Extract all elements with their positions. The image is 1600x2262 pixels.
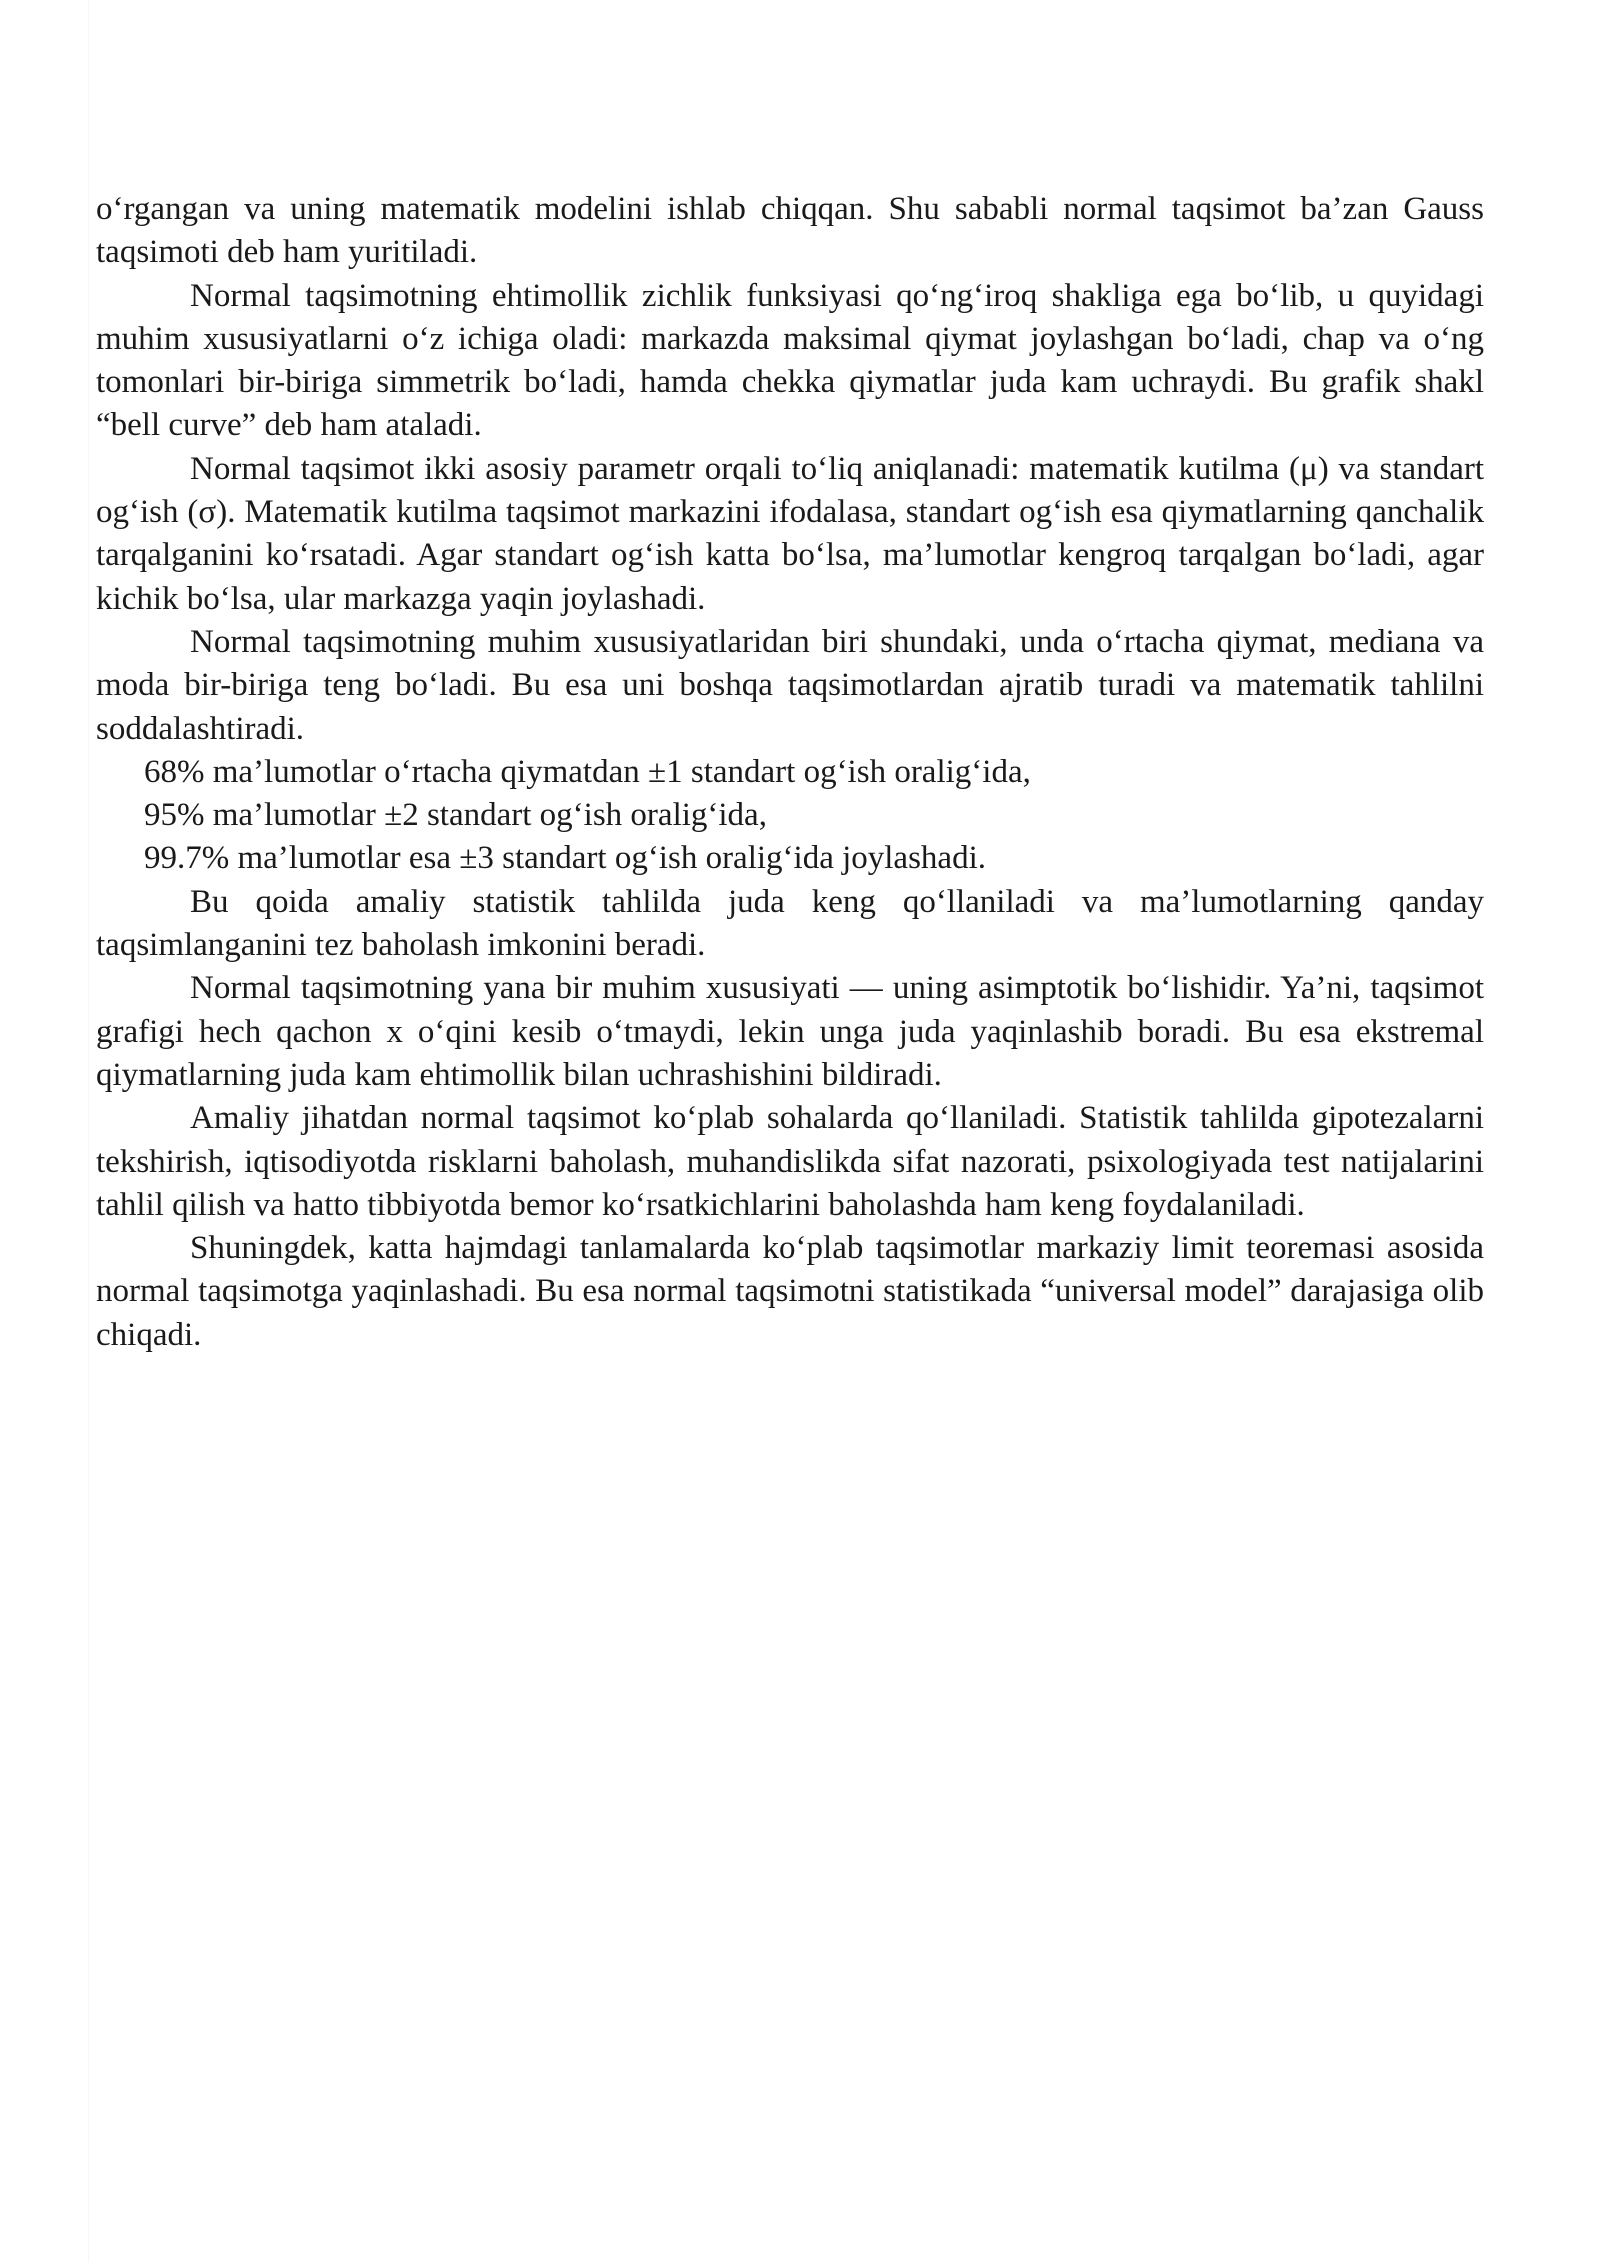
paragraph-bell-curve: Normal taqsimotning ehtimollik zichlik funksiyasi qo‘ng‘iroq shakliga ega bo‘lib, u quyidagi muhim xususiyatlarni o‘z ichiga oladi: markazda maksimal qiymat joylashgan bo‘ladi, chap va o‘ng tomonlari bir-biriga simmetrik bo‘ladi, hamda chekka qiymatlar juda kam uchraydi. Bu grafik shakl “bell curve” deb ham ataladi.: [96, 277, 1484, 444]
rule-line-68: 68% ma’lumotlar o‘rtacha qiymatdan ±1 standart og‘ish oralig‘ida,: [144, 753, 1031, 790]
rule-line-99-7: 99.7% ma’lumotlar esa ±3 standart og‘ish oralig‘ida joylashadi.: [144, 840, 986, 877]
paragraph-clt: Shuningdek, katta hajmdagi tanlamalarda ko‘plab taqsimotlar markaziy limit teoremasi asosida normal taqsimotga yaqinlashadi. Bu esa normal taqsimotni statistikada “universal model” darajasiga olib chiqadi.: [96, 1230, 1484, 1353]
paragraph-mean-median-mode: Normal taqsimotning muhim xususiyatlaridan biri shundaki, unda o‘rtacha qiymat, mediana va moda bir-biriga teng bo‘ladi. Bu esa uni boshqa taqsimotlardan ajratib turadi va matematik tahlilni soddalashtiradi.: [96, 623, 1484, 747]
paragraph-parameters: Normal taqsimot ikki asosiy parametr orqali to‘liq aniqlanadi: matematik kutilma (μ) va standart og‘ish (σ). Matematik kutilma taqsimot markazini ifodalasa, standart og‘ish esa qiymatlarning qanchalik tarqalganini ko‘rsatadi. Agar standart og‘ish katta bo‘lsa, ma’lumotlar kengroq tarqalgan bo‘ladi, agar kichik bo‘lsa, ular markazga yaqin joylashadi.: [96, 450, 1484, 617]
rule-line-95: 95% ma’lumotlar ±2 standart og‘ish oralig‘ida,: [144, 797, 767, 834]
page-edge-divider: [88, 0, 89, 2262]
paragraph-rule-usage: Bu qoida amaliy statistik tahlilda juda keng qo‘llaniladi va ma’lumotlarning qanday taqsimlanganini tez baholash imkonini beradi.: [96, 883, 1484, 964]
paragraph-applications: Amaliy jihatdan normal taqsimot ko‘plab sohalarda qo‘llaniladi. Statistik tahlilda gipotezalarni tekshirish, iqtisodiyotda risklarni baholash, muhandislikda sifat nazorati, psixologiyada test natijalarini tahlil qilish va hatto tibbiyotda bemor ko‘rsatkichlarini baholashda ham keng foydalaniladi.: [96, 1100, 1484, 1223]
body-text: [96, 188, 1484, 1357]
paragraph-asymptotic: Normal taqsimotning yana bir muhim xususiyati — uning asimptotik bo‘lishidir. Ya’ni, taqsimot grafigi hech qachon x o‘qini kesib o‘tmaydi, lekin unga juda yaqinlashib boradi. Bu esa ekstremal qiymatlarning juda kam ehtimollik bilan uchrashishini bildiradi.: [96, 970, 1484, 1093]
paragraph-continuation: o‘rgangan va uning matematik modelini ishlab chiqqan. Shu sababli normal taqsimot ba’zan Gauss taqsimoti deb ham yuritiladi.: [96, 191, 1484, 271]
